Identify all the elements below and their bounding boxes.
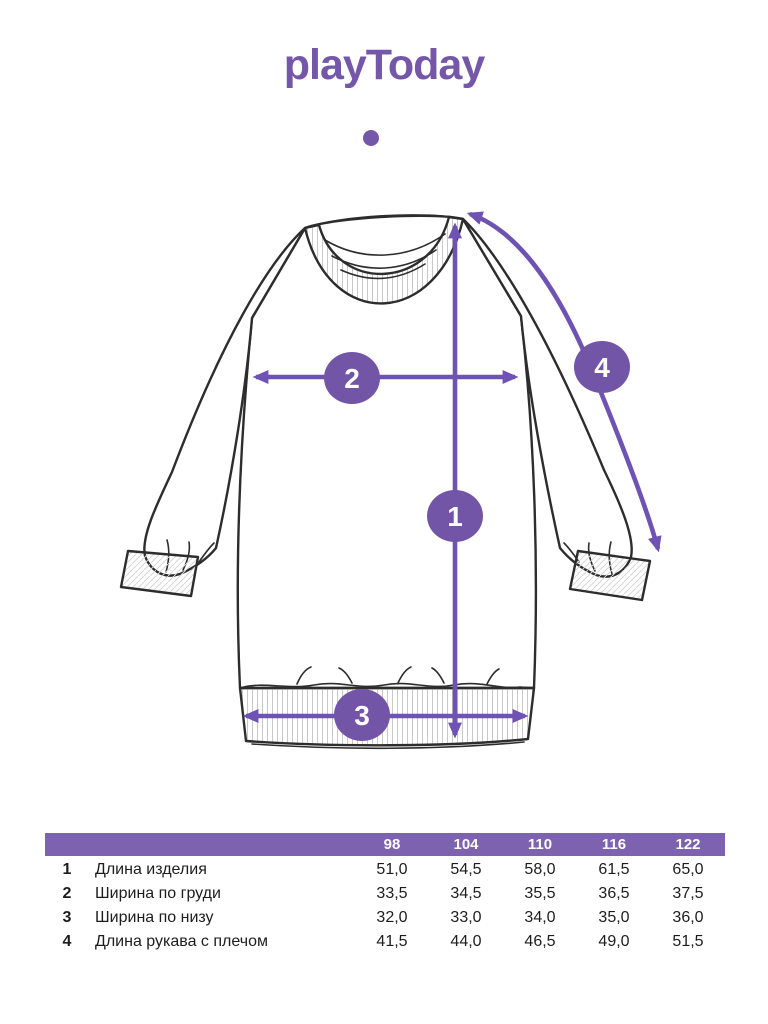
- measurement-value: 54,5: [450, 861, 482, 878]
- measurement-value: 34,5: [450, 885, 482, 902]
- marker-4-label: 4: [594, 352, 610, 383]
- measurement-value: 58,0: [524, 861, 556, 878]
- row-number: 4: [62, 933, 72, 950]
- measurement-value: 49,0: [598, 933, 630, 950]
- table-row: [45, 882, 725, 906]
- measurement-value: 37,5: [672, 885, 704, 902]
- measurement-value: 35,0: [598, 909, 630, 926]
- row-number: 3: [62, 909, 72, 926]
- measurement-name: Ширина по груди: [95, 885, 221, 902]
- measurement-value: 44,0: [450, 933, 482, 950]
- marker-4: [574, 341, 630, 393]
- measurement-value: 61,5: [598, 861, 630, 878]
- row-number: 2: [62, 885, 72, 902]
- measurement-name: Ширина по низу: [95, 909, 214, 926]
- measurement-value: 36,5: [598, 885, 630, 902]
- marker-2: [324, 352, 380, 404]
- size-column-header: 104: [453, 836, 479, 853]
- marker-3: [334, 689, 390, 741]
- size-table-header: [45, 833, 725, 856]
- marker-1-label: 1: [447, 501, 463, 532]
- garment-right-cuff: [570, 551, 650, 600]
- size-column-header: 122: [675, 836, 701, 853]
- size-column-header: 110: [527, 836, 553, 853]
- table-row: [45, 930, 725, 954]
- table-row: [45, 858, 725, 882]
- marker-1: [427, 490, 483, 542]
- size-column-header: 98: [383, 836, 401, 853]
- measurement-value: 33,5: [376, 885, 408, 902]
- size-column-header: 116: [601, 836, 627, 853]
- measurement-value: 51,5: [672, 933, 704, 950]
- measurement-value: 46,5: [524, 933, 556, 950]
- measurement-value: 65,0: [672, 861, 704, 878]
- measurement-name: Длина рукава с плечом: [95, 933, 268, 950]
- marker-2-label: 2: [344, 363, 360, 394]
- measurement-value: 33,0: [450, 909, 482, 926]
- row-number: 1: [62, 861, 72, 878]
- measurement-value: 51,0: [376, 861, 408, 878]
- brand-logo-text: playToday: [283, 41, 485, 89]
- measurement-name: Длина изделия: [95, 861, 207, 878]
- size-table: [45, 833, 725, 954]
- measurement-value: 35,5: [524, 885, 556, 902]
- measurement-value: 32,0: [376, 909, 408, 926]
- garment-left-cuff: [121, 551, 198, 596]
- measurement-value: 34,0: [524, 909, 556, 926]
- sweatshirt-dress-sketch: [121, 215, 650, 748]
- measurement-value: 36,0: [672, 909, 704, 926]
- marker-3-label: 3: [354, 700, 370, 731]
- table-row: [45, 906, 725, 930]
- measurement-value: 41,5: [376, 933, 408, 950]
